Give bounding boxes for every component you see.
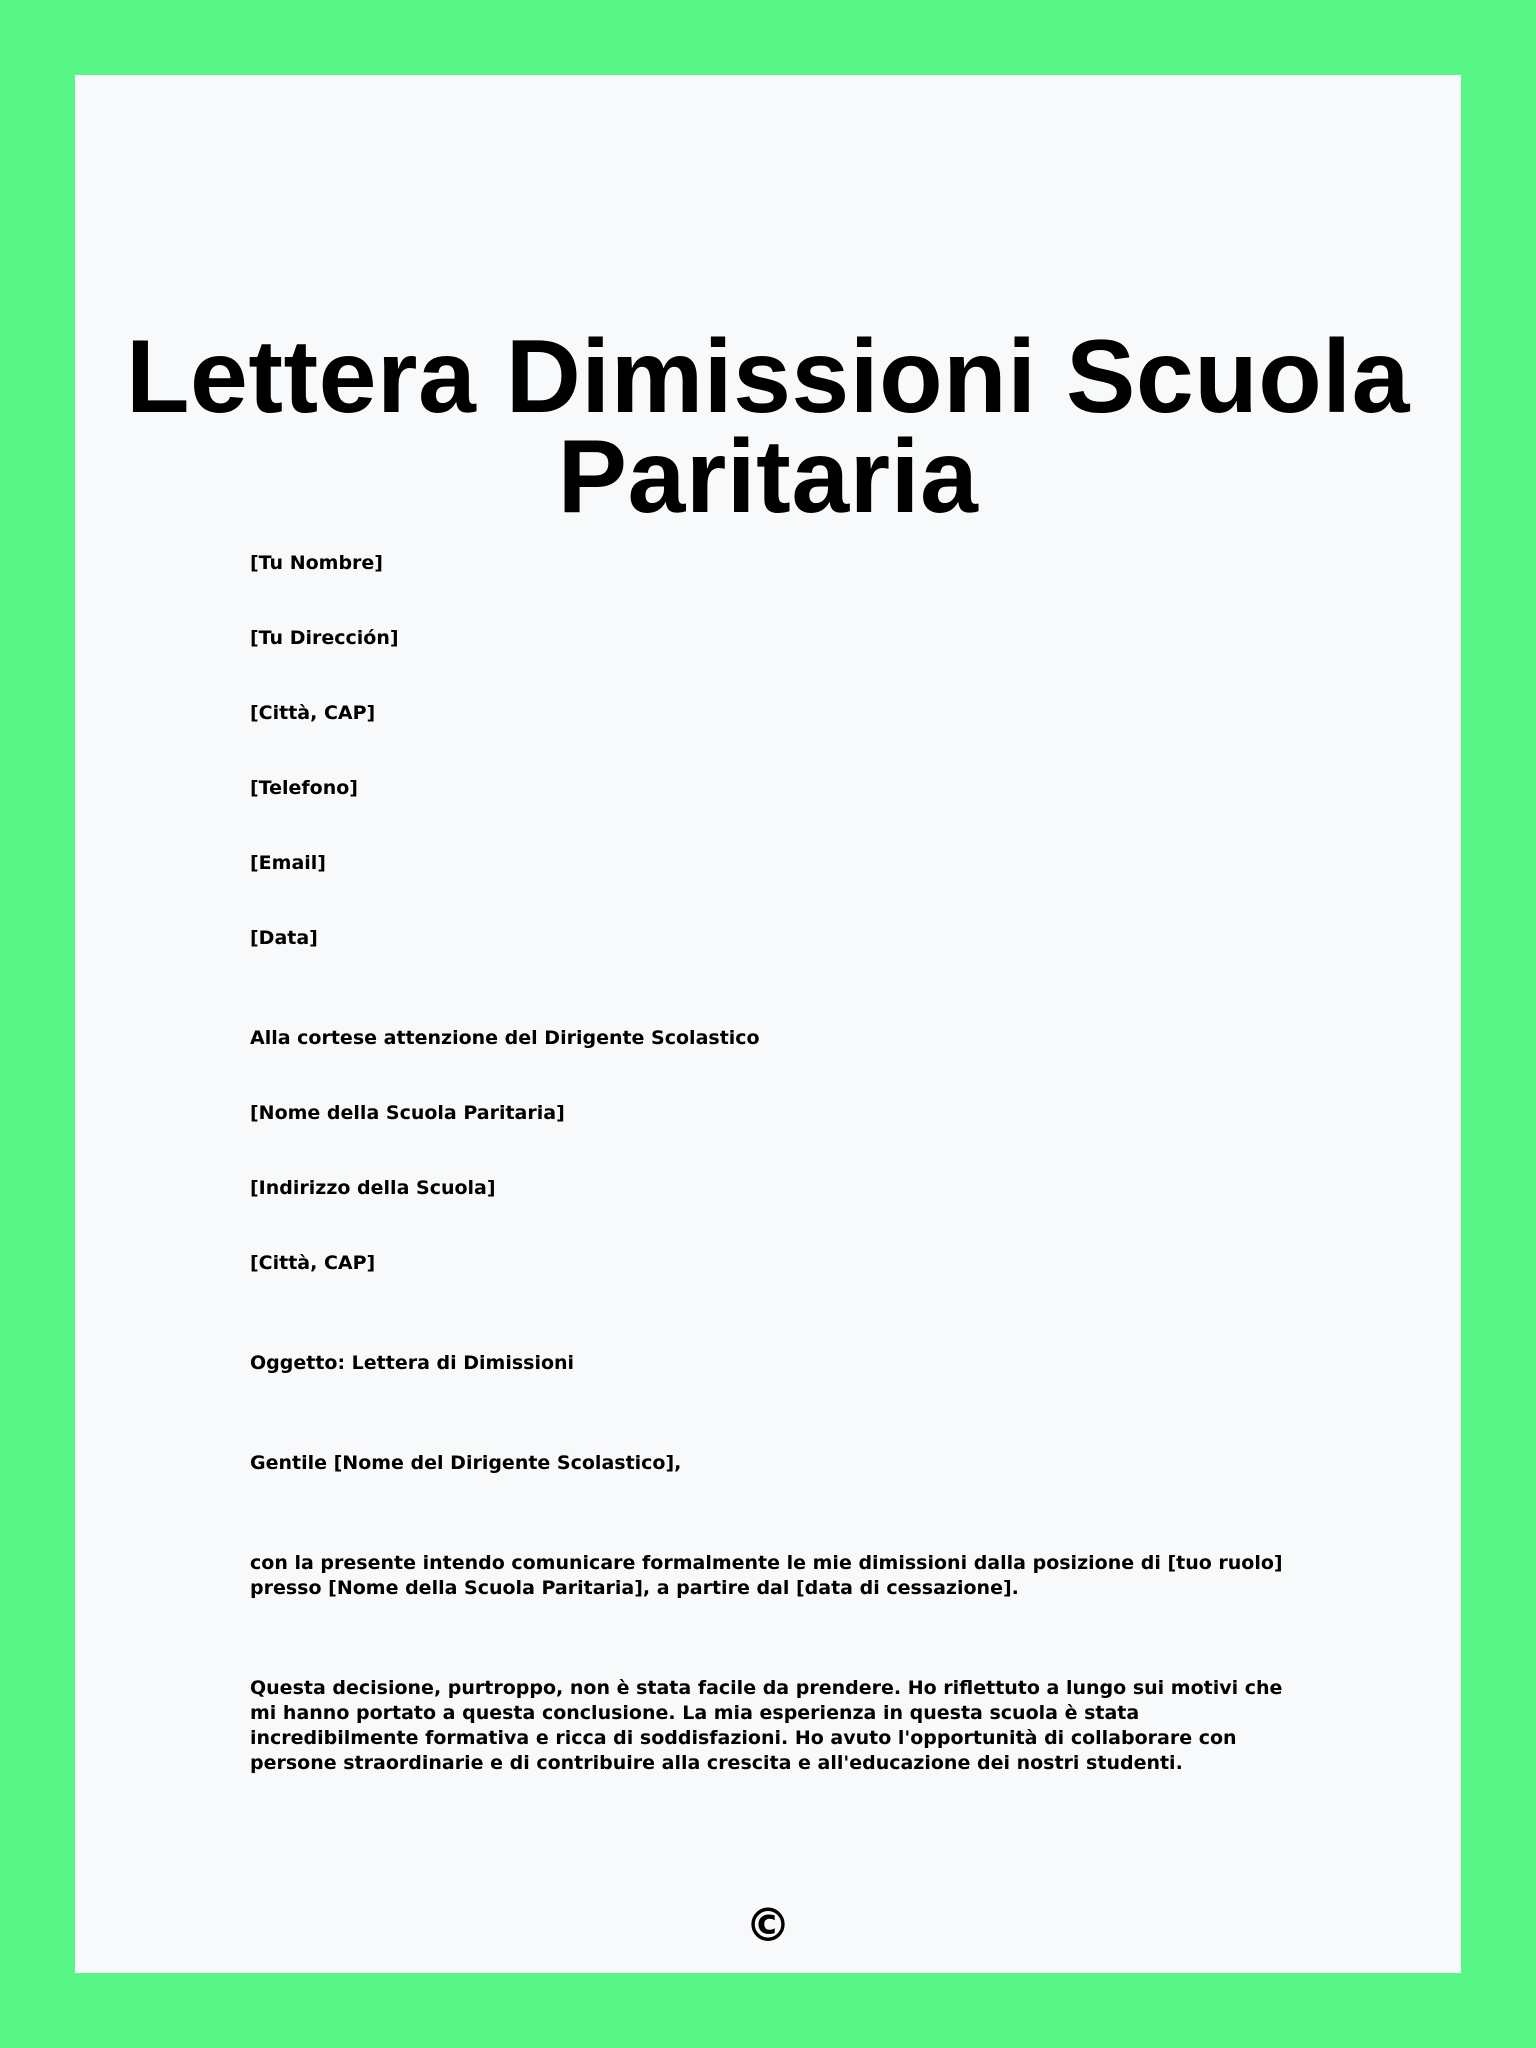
recipient-school-address: [Indirizzo della Scuola] [250, 1177, 496, 1199]
letter-paragraph-1: con la presente intendo comunicare formalmente le mie dimissioni dalla posizione di [tuo ruolo] presso [Nome della Scuola Paritaria], a partire dal [data di cessazione]. [250, 1552, 1283, 1599]
sender-phone: [Telefono] [250, 777, 358, 799]
document-page [75, 75, 1461, 1973]
copyright-icon: © [745, 1898, 791, 1952]
title-line-2: Paritaria [557, 419, 979, 535]
sender-date: [Data] [250, 927, 318, 949]
recipient-city-zip: [Città, CAP] [250, 1252, 376, 1274]
title-line-1: Lettera Dimissioni Scuola [126, 319, 1410, 435]
letter-subject: Oggetto: Lettera di Dimissioni [250, 1352, 575, 1374]
document-title [75, 319, 1461, 535]
sender-email: [Email] [250, 852, 326, 874]
letter-salutation: Gentile [Nome del Dirigente Scolastico], [250, 1452, 682, 1474]
sender-name: [Tu Nombre] [250, 552, 383, 574]
sender-city-zip: [Città, CAP] [250, 702, 376, 724]
recipient-attention: Alla cortese attenzione del Dirigente Scolastico [250, 1027, 760, 1049]
sender-address: [Tu Dirección] [250, 627, 399, 649]
recipient-school-name: [Nome della Scuola Paritaria] [250, 1102, 565, 1124]
letter-paragraph-2: Questa decisione, purtroppo, non è stata facile da prendere. Ho riflettuto a lungo sui motivi che mi hanno portato a questa conclusione. La mia esperienza in questa scuola è stata incredibilmente formativa e ricca di soddisfazioni. Ho avuto l'opportunità di collaborare con persone straordinarie e di contribuire alla crescita e all'educazione dei nostri studenti. [250, 1677, 1283, 1774]
